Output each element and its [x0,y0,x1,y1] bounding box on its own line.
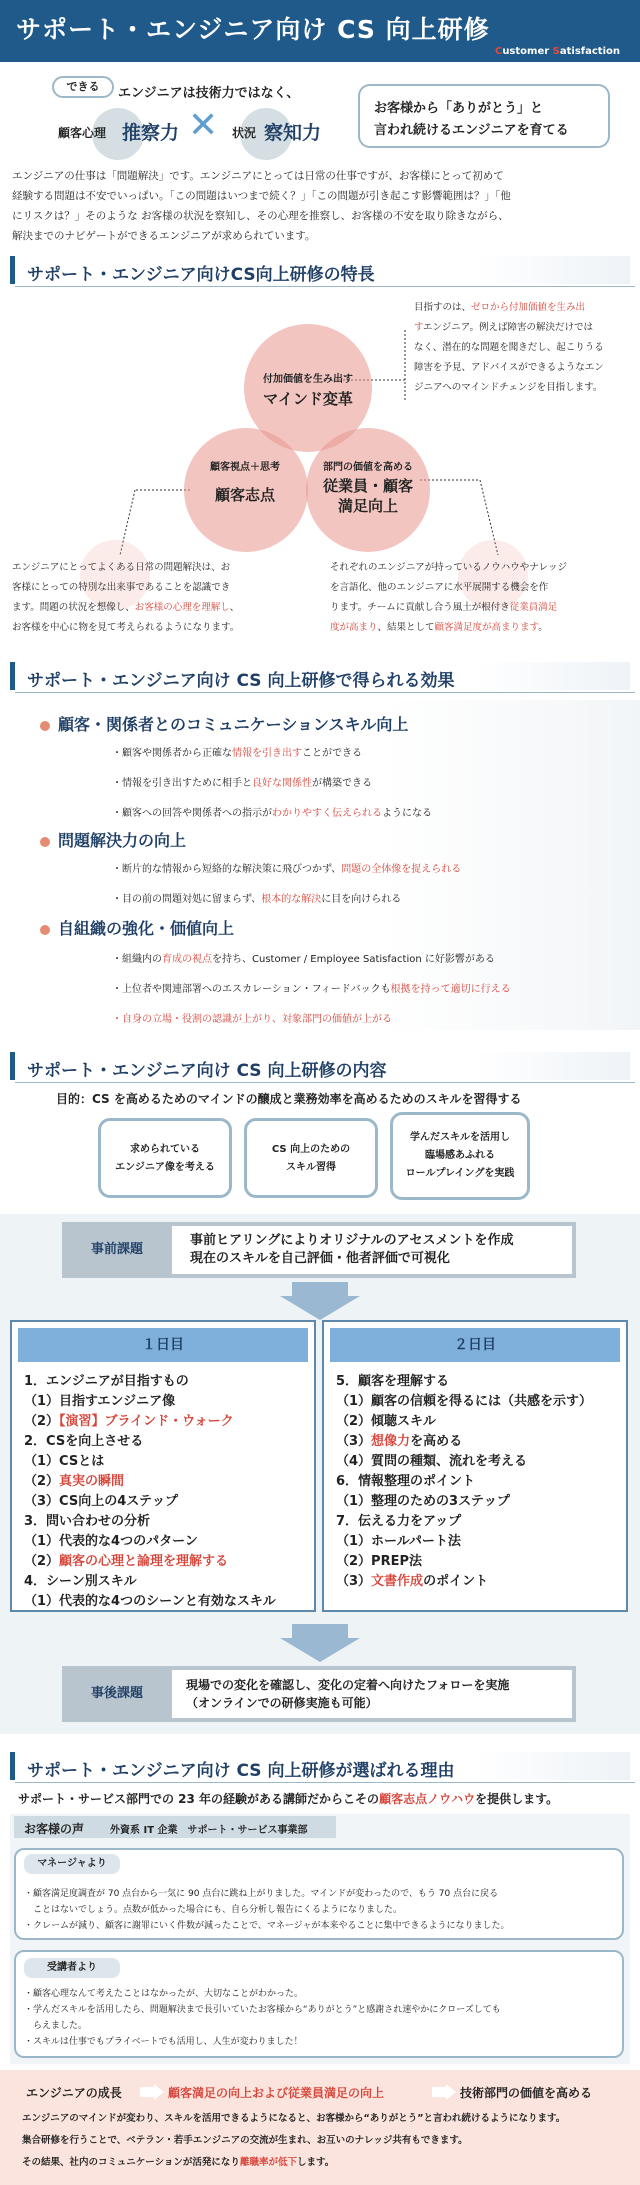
content-card-1: 求められている エンジニア像を考える [98,1118,232,1198]
feature-text-right: 目指すのは、ゼロから付加価値を生み出 すエンジニア。例えば障害の解決だけでは なく、潜在的な問題を聞きだし、起こりうる 障害を予見、アドバイスができるようなエン ジニアへのマインドチェンジを目指します。 [414,302,604,393]
growth-step-3: 技術部門の価値を高める [460,2086,593,2100]
intro-big1: 推察力 [122,122,180,144]
day1-header: １日目 [18,1328,308,1362]
section-features-title: サポート・エンジニア向けCS向上研修の特長 [10,256,630,284]
arrow-down-icon [280,1282,360,1322]
cross-icon: ✕ [188,105,219,146]
intro-goal-box [358,84,610,148]
effect-heading-2: 問題解決力の向上 [40,828,186,851]
circle-right-small: 部門の価値を高める [323,462,413,473]
circle-top-big: マインド変革 [263,390,353,408]
effect-item: ・自身の立場・役割の認識が上がり、対象部門の価値が上がる [112,1014,392,1025]
intro-line1: エンジニアは技術力ではなく、 [118,86,300,101]
effect-item: ・目の前の問題対処に留まらず、根本的な解決に目を向けられる [112,894,402,905]
feature-text-left: エンジニアにとってよくある日常の問題解決は、お 客様にとっての特別な出来事であることを認識でき ます。問題の状況を想像し、お客様の心理を理解し、 お客様を中心に物を見て考えられるようになります。 [12,562,240,633]
intro-label1: 顧客心理 [58,126,107,140]
pre-task-label: 事前課題 [90,1242,143,1257]
content-purpose: 目的：CS を高めるためのマインドの醸成と業務効率を高めるためのスキルを習得する [56,1092,522,1106]
intro-goal-line1: お客様から「ありがとう」と [374,101,544,116]
content-card-3: 学んだスキルを活用し 臨場感あふれる ロールプレイングを実践 [390,1112,530,1200]
day2-list: 5．顧客を理解する （1）顧客の信頼を得るには（共感を示す） （2）傾聴スキル （3）想像力を高める （4）質問の種類、流れを考える 6．情報整理のポイント （1）整理のための3ステップ 7．伝える力をアップ （1）ホールパート法 （2）PREP法 （3）文書作成のポイント [336,1374,593,1589]
growth-step-1: エンジニアの成長 [26,2086,122,2100]
day2-header: ２日目 [330,1328,620,1362]
pre-task-box [62,1222,576,1278]
arrow-down-icon [280,1624,360,1664]
circle-top-small: 付加価値を生み出す [263,374,353,385]
intro-paragraph: エンジニアの仕事は「問題解決」です。エンジニアにとっては日常の仕事ですが、お客様にとって初めて 経験する問題は不安でいっぱい。「この問題はいつまで続く？」「この問題が引き起こす影響範囲は？」「他 にリスクは？」そのような お客様の状況を察知し、その心理を推察し、お客様の不安を取り除きながら、 解決までのナビゲートができるエンジニアが求められています。 [12,170,511,242]
day2-panel [322,1320,628,1612]
header-subtitle: Customer Satisfaction [494,46,620,57]
section-reasons-title: サポート・エンジニア向け CS 向上研修が選ばれる理由 [10,1752,630,1780]
circle-left-big: 顧客志点 [214,486,275,504]
reasons-lead: サポート・サービス部門での 23 年の経験がある講師だからこその顧客志点ノウハウを提供します。 [18,1792,559,1806]
voice-company: 外資系 IT 企業 サポート・サービス事業部 [110,1825,308,1836]
effect-item: ・上位者や関連部署へのエスカレーション・フィードバックも根拠を持って適切に行える [112,984,511,995]
tag-manager: マネージャより [24,1854,120,1874]
voice-header [14,1816,336,1838]
day1-panel [10,1320,316,1612]
arrow-right-icon [432,2084,456,2100]
intro-bubble: できる [52,76,114,98]
feature-text-bottom-right: それぞれのエンジニアが持っているノウハウやナレッジ を言語化、他のエンジニアに水平展開する機会を作 ります。チームに貢献し合う風土が根付き従業員満足 度が高まり、結果として顧客満足度が高まります。 [330,562,567,633]
pre-task-text: 事前ヒアリングによりオリジナルのアセスメントを作成 現在のスキルを自己評価・他者評価で可視化 [172,1226,572,1274]
effect-item: ・顧客や関係者から正確な情報を引き出すことができる [112,748,362,759]
effect-heading-1: 顧客・関係者とのコミュニケーションスキル向上 [40,712,408,735]
day1-list: 1．エンジニアが目指すもの （1）目指すエンジニア像 （2）【演習】ブラインド・ウォーク 2．CSを向上させる （1）CSとは （2）真実の瞬間 （3）CS向上の4ステップ 3．問い合わせの分析 （1）代表的な4つのパターン （2）顧客の心理と論理を理解する 4．シーン別スキル （1）代表的な4つのシーンと有効なスキル [24,1374,276,1609]
page-header [0,0,640,62]
arrow-right-icon [140,2084,164,2100]
intro-goal-line2: 言われ続けるエンジニアを育てる [374,123,569,138]
post-task-label: 事後課題 [90,1686,143,1701]
effect-item: ・顧客への回答や関係者への指示がわかりやすく伝えられるようになる [112,808,432,819]
section-effects-title: サポート・エンジニア向け CS 向上研修で得られる効果 [10,662,630,690]
tag-student: 受講者より [24,1958,120,1978]
growth-text: エンジニアのマインドが変わり、スキルを活用できるようになると、お客様から“ありがとう”と言われ続けるようになります。 集合研修を行うことで、ベテラン・若手エンジニアの交流が生まれ、お互いのナレッジ共有もできます。 その結果、社内のコミュニケーションが活発になり離職率が低下します。 [22,2113,566,2168]
effect-heading-3: 自組織の強化・価値向上 [40,916,234,939]
growth-step-2: 顧客満足の向上および従業員満足の向上 [168,2086,385,2100]
manager-comments: ・顧客満足度調査が 70 点台から一気に 90 点台に跳ね上がりました。マインドが変わったので、もう 70 点台に戻る ことはないでしょう。点数が低かった場合にも、自ら分析し報告にくるようになりました。 ・クレームが減り、顧客に謝罪にいく件数が減ったことで、マネージャが本来やることに集中できるようになりました。 [24,1889,510,1931]
student-comments: ・顧客心理なんて考えたことはなかったが、大切なことがわかった。 ・学んだスキルを活用したら、問題解決まで長引いていたお客様から“ありがとう”と感謝され速やかにクローズしても らえました。 ・スキルは仕事でもプライベートでも活用し、人生が変わりました！ [24,1989,501,2047]
intro-big2: 察知力 [264,122,322,144]
effect-item: ・情報を引き出すために相手と良好な関係性が構築できる [112,778,372,789]
post-task-text: 現場での変化を確認し、変化の定着へ向けたフォローを実施 （オンラインでの研修実施も可能） [172,1670,572,1718]
section-content-title: サポート・エンジニア向け CS 向上研修の内容 [10,1052,630,1080]
content-card-2: CS 向上のための スキル習得 [244,1118,378,1198]
circle-right-big: 従業員・顧客 満足向上 [322,477,413,515]
effect-item: ・断片的な情報から短絡的な解決策に飛びつかず、問題の全体像を捉えられる [112,864,462,875]
page-title: サポート・エンジニア向け CS 向上研修 [16,15,490,44]
post-task-box [62,1666,576,1722]
effect-item: ・組織内の育成の視点を持ち、Customer / Employee Satisfaction に好影響がある [112,954,495,965]
voice-label: お客様の声 [24,1822,85,1836]
intro-label2: 状況 [232,126,257,140]
circle-left-small: 顧客視点＋思考 [210,462,280,473]
